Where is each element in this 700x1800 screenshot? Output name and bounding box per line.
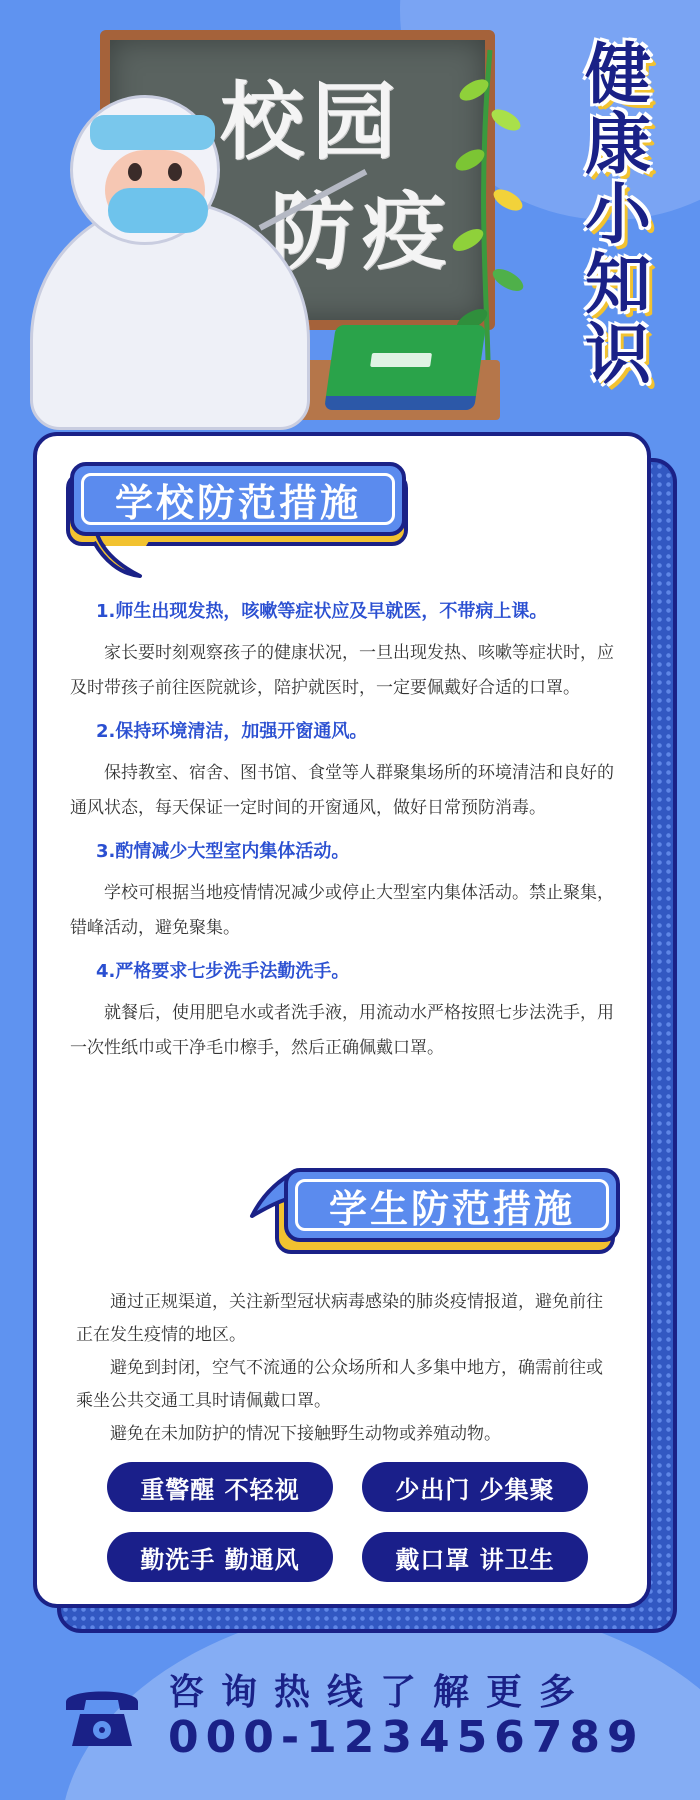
header-illustration [0,0,560,430]
school-badge-tail [86,530,156,580]
phone-icon [62,1680,142,1752]
hotline-number: 000-123456789 [168,1712,645,1763]
face-shield [90,115,215,150]
vertical-title-char: 健 [585,36,651,113]
school-section-title [70,462,406,536]
slogan-pill: 重警醒 不轻视 [107,1462,333,1512]
school-item-body: 就餐后，使用肥皂水或者洗手液，用流动水严格按照七步法洗手，用一次性纸巾或干净毛巾檫手，然后正确佩戴口罩。 [70,1003,614,1058]
slogan-pill: 少出门 少集聚 [362,1462,588,1512]
plant-icon [448,30,528,360]
school-section-title-text: 学校防范措施 [114,480,361,525]
school-item-heading: 4.严格要求七步洗手法勤洗手。 [96,961,350,982]
school-item-body: 保持教室、宿舍、图书馆、食堂等人群聚集场所的环境清洁和良好的通风状态，每天保证一定时间的开窗通风，做好日常预防消毒。 [70,763,614,818]
school-item-heading: 1.师生出现发热，咳嗽等症状应及早就医，不带病上课。 [96,601,548,622]
student-measures [76,1286,616,1451]
vertical-title-char: 识 [585,315,651,393]
vertical-title-char: 康 [585,105,651,183]
chalkboard-line-2: 防疫 [270,183,455,281]
school-item-body: 学校可根据当地疫情情况减少或停止大型室内集体活动。禁止聚集，错峰活动，避免聚集。 [70,883,614,938]
school-item-body: 家长要时刻观察孩子的健康状况，一旦出现发热、咳嗽等症状时，应及时带孩子前往医院就诊，陪护就医时，一定要佩戴好合适的口罩。 [70,643,614,698]
school-measures [70,598,630,1078]
school-item-heading: 2.保持环境清洁，加强开窗通风。 [96,721,368,742]
vertical-title-char: 小 [585,175,651,253]
student-paragraph: 避免到封闭，空气不流通的公众场所和人多集中地方，确需前往或乘坐公共交通工具时请佩戴口罩。 [76,1358,603,1411]
slogan-pill: 戴口罩 讲卫生 [362,1532,588,1582]
book-icon [324,325,486,410]
chalkboard-line-1: 校园 [220,73,405,171]
vertical-title-char: 知 [585,245,651,323]
mask-icon [108,188,208,233]
doctor-eye-right [168,163,182,181]
vertical-title [568,36,668,393]
doctor-eye-left [128,163,142,181]
hotline-label: 咨询热线了解更多 [168,1672,593,1713]
school-item-heading: 3.酌情减少大型室内集体活动。 [96,841,350,862]
slogan-pill: 勤洗手 勤通风 [107,1532,333,1582]
student-paragraph: 避免在未加防护的情况下接触野生动物或养殖动物。 [110,1424,501,1444]
student-paragraph: 通过正规渠道，关注新型冠状病毒感染的肺炎疫情报道，避免前往正在发生疫情的地区。 [76,1292,603,1345]
student-section-title-text: 学生防范措施 [328,1186,575,1231]
student-section-title [284,1168,620,1242]
